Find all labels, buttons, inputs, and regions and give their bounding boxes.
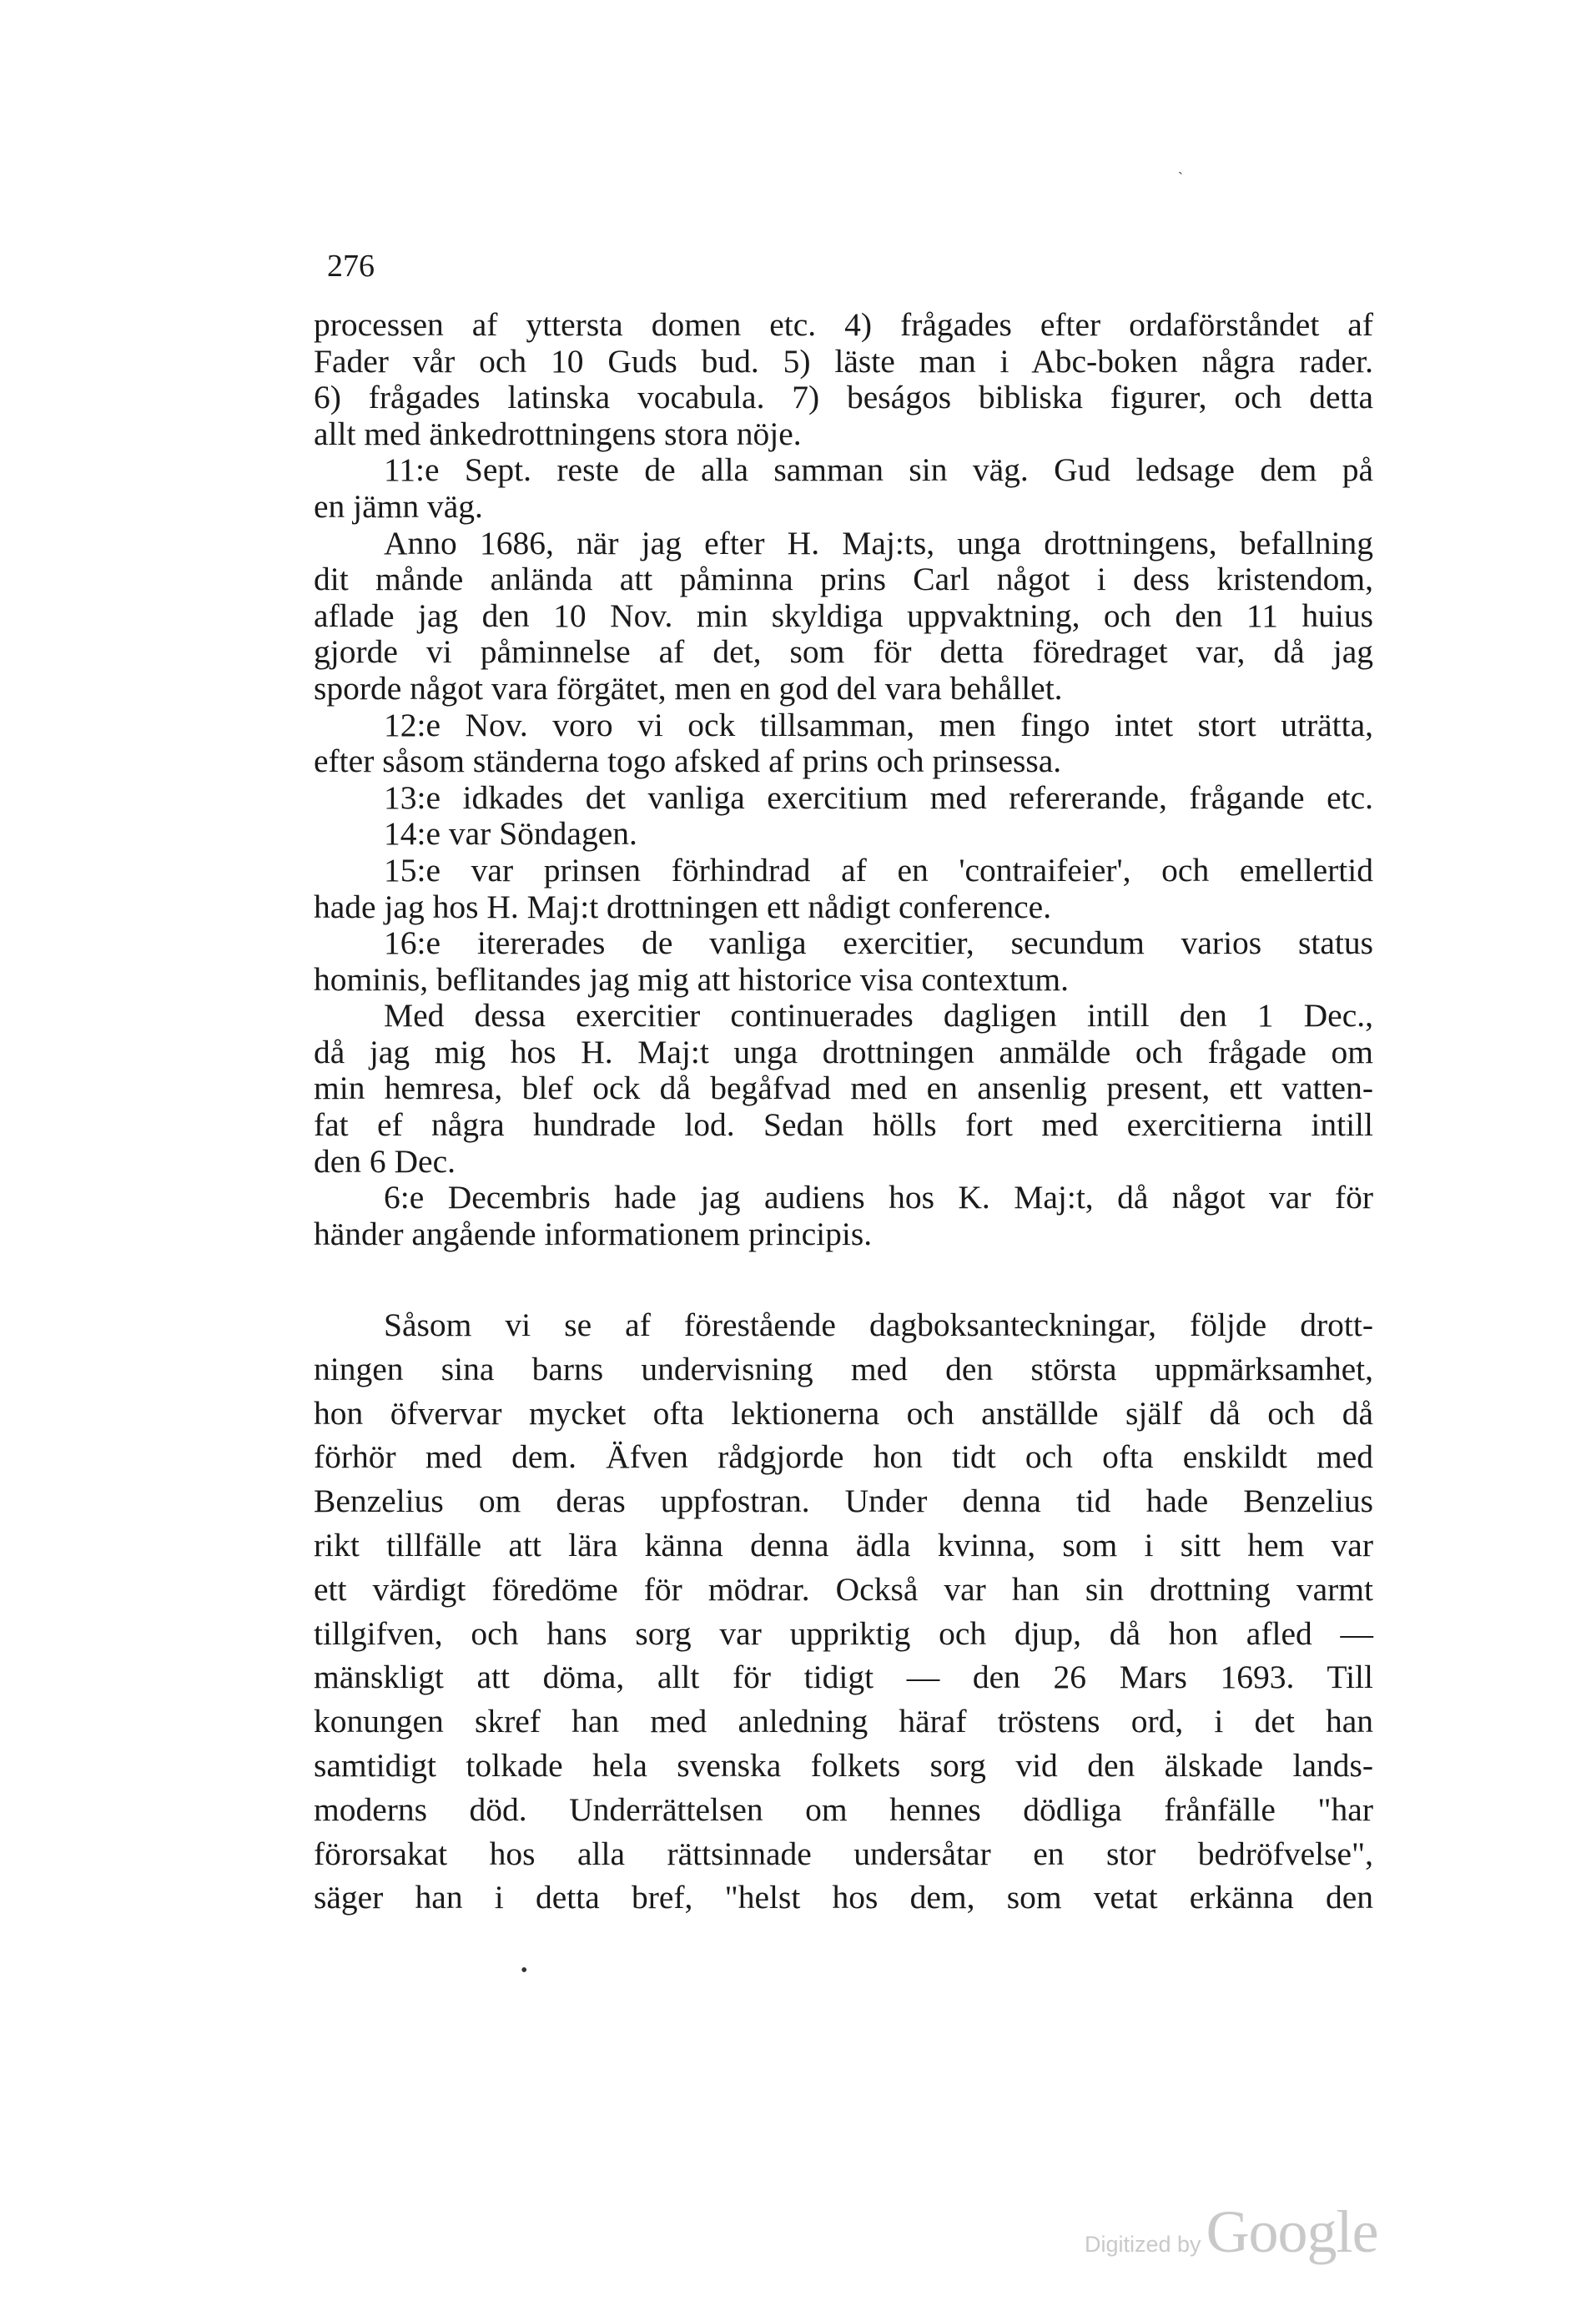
text-line: förorsakat hos alla rättsinnade undersåtar en stor bedröfvelse", xyxy=(314,1835,1373,1872)
text-line: hominis, beflitandes jag mig att historice visa contextum. xyxy=(314,960,1070,998)
text-line: moderns död. Underrättelsen om hennes dödliga frånfälle "har xyxy=(314,1790,1373,1828)
essay-paragraph xyxy=(314,1303,1373,1920)
text-line: samtidigt tolkade hela svenska folkets sorg vid den älskade lands- xyxy=(314,1746,1373,1784)
text-line: 14:e var Söndagen. xyxy=(384,815,637,853)
text-line: hade jag hos H. Maj:t drottningen ett nådigt conference. xyxy=(314,888,1052,925)
text-line: ningen sina barns undervisning med den största uppmärksamhet, xyxy=(314,1350,1373,1387)
text-line: Såsom vi se af förestående dagboksanteckningar, följde drott- xyxy=(384,1307,1373,1343)
page-number: 276 xyxy=(327,249,375,284)
text-line: hon öfvervar mycket ofta lektionerna och anställde själf då och då xyxy=(314,1394,1373,1432)
text-line: 6) frågades latinska vocabula. 7) beságos bibliska figurer, och detta xyxy=(314,379,1373,416)
watermark-digitized-by-text: Digitized by xyxy=(1085,2232,1201,2257)
text-line: Fader vår och 10 Guds bud. 5) läste man i Abc-boken några rader. xyxy=(314,342,1373,380)
text-line: mänskligt att döma, allt för tidigt — den 26 Mars 1693. Till xyxy=(314,1659,1373,1696)
text-line: rikt tillfälle att lära känna denna ädla kvinna, som i sitt hem var xyxy=(314,1526,1373,1563)
text-line: 6:e Decembris hade jag audiens hos K. Maj:t, då något var för xyxy=(384,1179,1373,1216)
text-line: sporde något vara förgätet, men en god del vara behållet. xyxy=(314,669,1063,707)
text-line: säger han i detta bref, "helst hos dem, som vetat erkänna den xyxy=(314,1879,1373,1916)
text-line: tillgifven, och hans sorg var uppriktig och djup, då hon afled — xyxy=(314,1614,1373,1652)
text-line: 16:e itererades de vanliga exercitier, secundum varios status xyxy=(384,924,1373,962)
text-line: min hemresa, blef ock då begåfvad med en ansenlig present, ett vatten- xyxy=(314,1070,1373,1107)
text-line: processen af yttersta domen etc. 4) frågades efter ordaförståndet af xyxy=(314,306,1373,343)
watermark-google-logo: Google xyxy=(1206,2198,1378,2265)
text-line: den 6 Dec. xyxy=(314,1142,456,1180)
text-line: 15:e var prinsen förhindrad af en 'contraifeier', och emellertid xyxy=(384,851,1373,889)
text-line: konungen skref han med anledning häraf tröstens ord, i det han xyxy=(314,1703,1373,1740)
text-line: aflade jag den 10 Nov. min skyldiga uppvaktning, och den 11 huius xyxy=(314,597,1373,634)
text-line: en jämn väg. xyxy=(314,487,483,525)
text-line: händer angående informationem principis. xyxy=(314,1215,873,1252)
text-line: dit månde anlända att påminna prins Carl något i dess kristendom, xyxy=(314,561,1373,598)
text-line: Med dessa exercitier continuerades dagligen intill den 1 Dec., xyxy=(384,997,1373,1035)
stray-mark-bottom: • xyxy=(521,1960,528,1981)
text-line: Benzelius om deras uppfostran. Under denna tid hade Benzelius xyxy=(314,1483,1373,1520)
stray-mark-top: ` xyxy=(1178,169,1183,186)
digitized-by-google-watermark xyxy=(1085,2198,1378,2267)
text-line: efter såsom ständerna togo afsked af prins och prinsessa. xyxy=(314,743,1062,780)
text-line: 12:e Nov. voro vi ock tillsamman, men fingo intet stort uträtta, xyxy=(384,706,1373,743)
text-line: gjorde vi påminnelse af det, som för detta föredraget var, då jag xyxy=(314,633,1373,671)
text-line: Anno 1686, när jag efter H. Maj:ts, unga drottningens, befallning xyxy=(384,524,1373,561)
text-line: 13:e idkades det vanliga exercitium med refererande, frågande etc. xyxy=(384,778,1373,816)
text-line: då jag mig hos H. Maj:t unga drottningen anmälde och frågade om xyxy=(314,1033,1373,1070)
text-line: ett värdigt föredöme för mödrar. Också var han sin drottning varmt xyxy=(314,1570,1373,1608)
text-line: förhör med dem. Äfven rådgjorde hon tidt och ofta enskildt med xyxy=(314,1438,1373,1476)
text-line: 11:e Sept. reste de alla samman sin väg. Gud ledsage dem på xyxy=(384,451,1373,489)
text-line: fat ef några hundrade lod. Sedan hölls fort med exercitierna intill xyxy=(314,1106,1373,1144)
text-line: allt med änkedrottningens stora nöje. xyxy=(314,415,802,452)
diary-entries-block xyxy=(314,307,1373,1252)
